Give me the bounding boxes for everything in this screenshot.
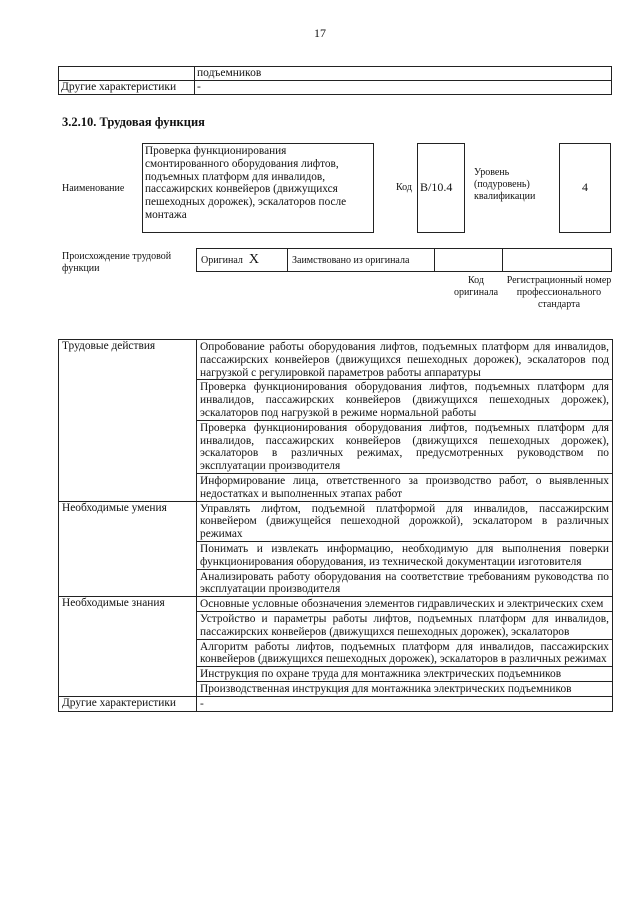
origin-table: [196, 248, 612, 272]
table-row: [59, 501, 613, 541]
table-row: [59, 597, 613, 612]
row-item: Проверка функционирования оборудования лифтов, подъемных платформ для инвалидов, пассажирских конвейеров (движущихся пешеходных дорожек), эскалаторов в различных режимах, предусмотренных руководством по эксплуатации производителя: [197, 420, 613, 473]
row-item: Понимать и извлекать информацию, необходимую для выполнения поверки функционирования оборудования, из технической документации изготовителя: [197, 541, 613, 569]
row-item: -: [197, 696, 613, 711]
row-item: Инструкция по охране труда для монтажника электрических подъемников: [197, 667, 613, 682]
level-label: Уровень (подуровень) квалификации: [474, 167, 536, 202]
registration-number-caption: Регистрационный номер профессионального стандарта: [506, 275, 612, 310]
row-item: Информирование лица, ответственного за производство работ, о выявленных недостатках и выполненных этапах работ: [197, 473, 613, 501]
code-label: Код: [396, 182, 412, 193]
code-original-caption: Код оригинала: [453, 275, 499, 298]
table-row: [59, 67, 612, 81]
continued-table: [58, 66, 612, 95]
origin-borrowed-cell: Заимствовано из оригинала: [288, 249, 435, 272]
function-table: [58, 339, 613, 712]
row-item: Основные условные обозначения элементов гидравлических и электрических схем: [197, 597, 613, 612]
table-row: [59, 340, 613, 380]
origin-reg-cell: [503, 249, 612, 272]
name-label: Наименование: [62, 183, 125, 194]
name-value: Проверка функционирования смонтированного оборудования лифтов, подъемных платформ для инвалидов, пассажирских конвейеров (движущихся пешеходных дорожек), эскалаторов после монтажа: [142, 143, 374, 233]
row-label: Трудовые действия: [59, 340, 197, 502]
table-cell: [59, 67, 195, 81]
table-cell: -: [195, 81, 612, 95]
row-item: Производственная инструкция для монтажника электрических подъемников: [197, 681, 613, 696]
origin-original-cell: [197, 249, 288, 272]
row-item: Проверка функционирования оборудования лифтов, подъемных платформ для инвалидов, пассажирских конвейеров (движущихся пешеходных дорожек), эскалаторов под нагрузкой в режиме нормальной работы: [197, 380, 613, 420]
original-mark: X: [248, 252, 260, 267]
page-number: 17: [314, 26, 326, 40]
row-item: Опробование работы оборудования лифтов, подъемных платформ для инвалидов, пассажирских конвейеров (движущихся пешеходных дорожек), эскалаторов под нагрузкой с регулировкой параметров работы аппаратуры: [197, 340, 613, 380]
table-cell: Другие характеристики: [59, 81, 195, 95]
table-row: [59, 81, 612, 95]
table-cell: подъемников: [195, 67, 612, 81]
row-label: Необходимые умения: [59, 501, 197, 597]
table-row: [197, 249, 612, 272]
table-row: [59, 696, 613, 711]
row-label: Необходимые знания: [59, 597, 197, 697]
row-item: Анализировать работу оборудования на соответствие требованиям руководства по эксплуатации производителя: [197, 569, 613, 597]
section-title: 3.2.10. Трудовая функция: [62, 115, 205, 129]
level-value: 4: [559, 143, 611, 233]
row-label: Другие характеристики: [59, 696, 197, 711]
row-item: Управлять лифтом, подъемной платформой для инвалидов, пассажирским конвейером (движущейся пешеходной дорожкой), эскалатором в различных режимах: [197, 501, 613, 541]
code-value: В/10.4: [417, 143, 465, 233]
row-item: Алгоритм работы лифтов, подъемных платформ для инвалидов, пассажирских конвейеров (движущихся пешеходных дорожек), эскалаторов в различных режимах: [197, 639, 613, 667]
origin-code-cell: [435, 249, 503, 272]
original-label: Оригинал: [201, 255, 243, 266]
row-item: Устройство и параметры работы лифтов, подъемных платформ для инвалидов, пассажирских конвейеров (движущихся пешеходных дорожек), эскалаторов: [197, 611, 613, 639]
origin-label: Происхождение трудовой функции: [62, 251, 172, 274]
